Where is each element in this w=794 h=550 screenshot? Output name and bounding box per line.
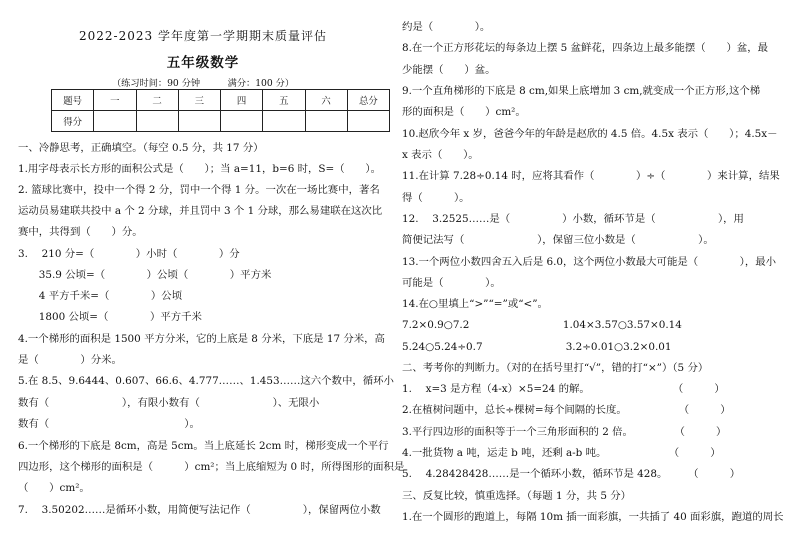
- question-line: 4.一批货物 a 吨，运走 b 吨，还剩 a-b 吨。 （ ）: [402, 447, 721, 459]
- question-line: 得（ ）。: [402, 192, 470, 204]
- score-table-header: 题号: [52, 90, 94, 111]
- score-cell[interactable]: [305, 111, 347, 132]
- question-line: 赛中，共得到（ ）分。: [18, 226, 143, 238]
- section-heading-multiple-choice: 三、反复比较，慎重选择。（每题 1 分，共 5 分）: [402, 490, 632, 502]
- question-line: 4.一个梯形的面积是 1500 平方分米，它的上底是 8 分米，下底是 17 分米，高: [18, 333, 385, 345]
- score-table: [51, 89, 390, 132]
- question-line: 12. 3.2525……是（ ）小数，循环节是（ ），用: [402, 213, 744, 225]
- score-cell[interactable]: [136, 111, 178, 132]
- score-cell[interactable]: [178, 111, 220, 132]
- score-table-header: 四: [221, 90, 263, 111]
- question-line: 1.在一个圆形的跑道上，每隔 10m 插一面彩旗，一共插了 40 面彩旗，跑道的周长: [402, 511, 784, 523]
- exam-title: 2022-2023 学年度第一学期期末质量评估: [79, 29, 327, 43]
- question-line: 形的面积是（ ）cm²。: [402, 106, 526, 118]
- score-table-header-row: [52, 90, 390, 111]
- left-column: [18, 0, 405, 550]
- question-line: 5.24○5.24÷0.7 3.2÷0.01○3.2×0.01: [402, 341, 672, 353]
- question-line: 4 平方千米=（ ）公顷: [18, 290, 183, 302]
- exam-info: （练习时间：90 分钟 满分：100 分）: [111, 78, 295, 89]
- question-line: 1. x=3 是方程（4-x）×5=24 的解。 （ ）: [402, 383, 725, 395]
- score-cell[interactable]: [347, 111, 389, 132]
- question-line: 是（ ）分米。: [18, 354, 122, 366]
- question-line: 6.一个梯形的下底是 8cm，高是 5cm。当上底延长 2cm 时，梯形变成一个平行: [18, 440, 389, 452]
- exam-subtitle: 五年级数学: [166, 55, 240, 71]
- question-line: 运动员易建联共投中 a 个 2 分球，并且罚中 3 个 1 分球，那么易建联在这次比: [18, 205, 383, 217]
- score-table-header: 六: [305, 90, 347, 111]
- question-line: 14.在○里填上“>”“=”或“<”。: [402, 298, 548, 310]
- question-line: 10.赵欣今年 x 岁，爸爸今年的年龄是赵欣的 4.5 倍。4.5x 表示（ ）；4.5x－: [402, 128, 778, 140]
- question-line: 3.平行四边形的面积等于一个三角形面积的 2 倍。 （ ）: [402, 426, 727, 438]
- question-line: 3. 210 分=（ ）小时（ ）分: [18, 248, 240, 260]
- score-cell[interactable]: [221, 111, 263, 132]
- score-table-header: 总分: [347, 90, 389, 111]
- question-line: 5.在 8.5、9.6444、0.607、66.6、4.777……、1.453……这六个数中，循环小: [18, 375, 394, 387]
- section-heading-fill-in: 一、冷静思考，正确填空。（每空 0.5 分，共 17 分）: [18, 142, 264, 154]
- question-line: 13.一个两位小数四舍五入后是 6.0，这个两位小数最大可能是（ ），最小: [402, 256, 777, 268]
- score-cell[interactable]: [94, 111, 136, 132]
- question-line: 2.在植树问题中，总长÷棵树=每个间隔的长度。 （ ）: [402, 404, 731, 416]
- score-table-header: 三: [178, 90, 220, 111]
- score-table-score-row: [52, 111, 390, 132]
- question-line: （ ）cm²。: [18, 482, 90, 494]
- question-line: 8.在一个正方形花坛的每条边上摆 5 盆鲜花，四条边上最多能摆（ ）盆，最: [402, 42, 769, 54]
- score-cell[interactable]: [263, 111, 305, 132]
- section-heading-true-false: 二、考考你的判断力。（对的在括号里打“√”，错的打“×”）（5 分）: [402, 362, 709, 374]
- question-line: 35.9 公顷=（ ）公顷（ ）平方米: [18, 269, 272, 281]
- question-line: 7.2×0.9○7.2 1.04×3.57○3.57×0.14: [402, 319, 682, 331]
- question-line: 1.用字母表示长方形的面积公式是（ ）；当 a=11，b=6 时，S=（ ）。: [18, 163, 381, 175]
- question-line: 11.在计算 7.28÷0.14 时，应将其看作（ ）÷（ ）来计算，结果: [402, 170, 780, 182]
- question-line: 简便记法写（ ），保留三位小数是（ ）。: [402, 234, 714, 246]
- score-row-label: 得分: [52, 111, 94, 132]
- right-column: [402, 0, 784, 550]
- score-table-header: 二: [136, 90, 178, 111]
- question-line: 7. 3.50202……是循环小数，用简便写法记作（ ），保留两位小数: [18, 504, 381, 516]
- question-line: 9.一个直角梯形的下底是 8 cm,如果上底增加 3 cm,就变成一个正方形,这个梯: [402, 85, 761, 97]
- question-line: 1800 公顷=（ ）平方千米: [18, 311, 202, 323]
- question-line: 四边形，这个梯形的面积是（ ）cm²；当上底缩短为 0 时，所得图形的面积是: [18, 461, 405, 473]
- score-table-header: 一: [94, 90, 136, 111]
- question-line: 数有（ ）。: [18, 418, 200, 430]
- question-line: 约是（ ）。: [402, 21, 491, 33]
- question-line: x 表示（ ）。: [402, 149, 479, 161]
- question-line: 5. 4.28428428……是一个循环小数，循环节是 428。 （ ）: [402, 468, 741, 480]
- question-line: 少能摆（ ）盆。: [402, 64, 496, 76]
- question-line: 数有（ ），有限小数有（ ）、无限小: [18, 397, 320, 409]
- question-line: 可能是（ ）。: [402, 277, 501, 289]
- question-line: 2. 篮球比赛中，投中一个得 2 分，罚中一个得 1 分。一次在一场比赛中，著名: [18, 184, 380, 196]
- score-table-header: 五: [263, 90, 305, 111]
